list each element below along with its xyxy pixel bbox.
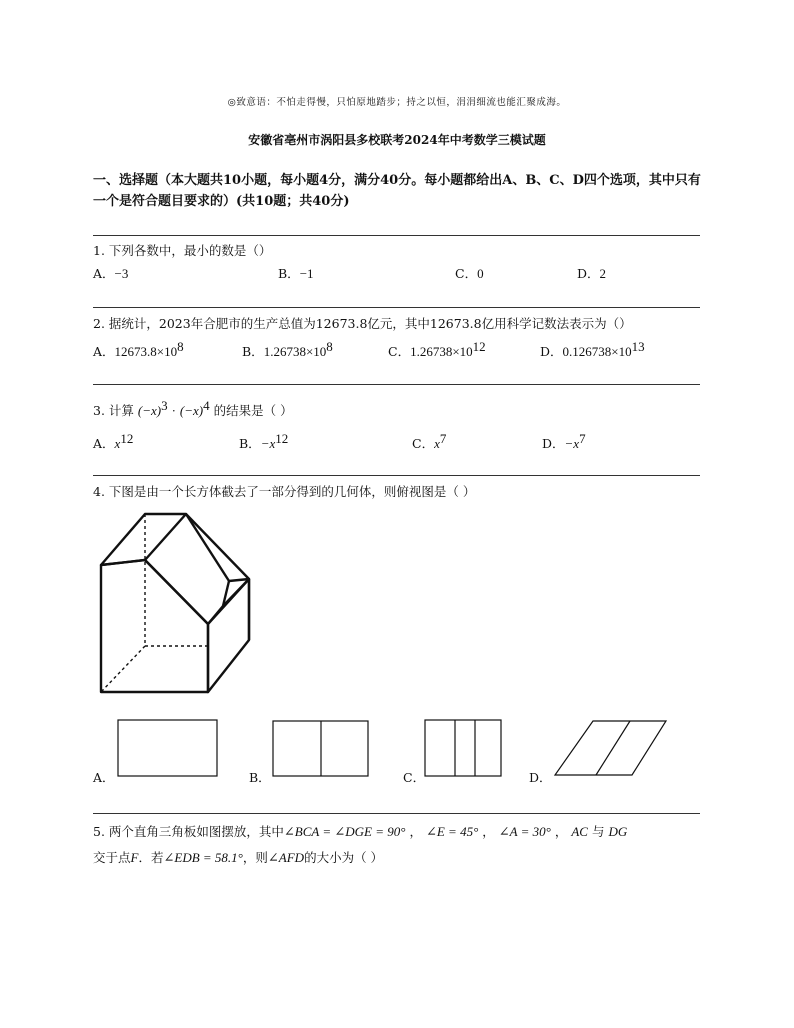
question-4-option-a-label[interactable]: A． bbox=[93, 770, 115, 785]
stem-text: 的结果是（ ） bbox=[213, 403, 293, 419]
segment: AC bbox=[571, 824, 588, 839]
option-exponent: 7 bbox=[579, 431, 586, 446]
section-heading: 一、选择题（本大题共10小题，每小题4分，满分40分。每小题都给出A、B、C、D四个选项，其中只有一个是符合题目要求的）(共10题；共40分) bbox=[93, 173, 701, 209]
option-value: 1.26738×10 bbox=[263, 344, 327, 360]
option-value: 2 bbox=[599, 266, 607, 281]
question-4-option-b-label[interactable]: B． bbox=[249, 770, 271, 785]
motto: ◎致意语：不怕走得慢，只怕原地踏步；持之以恒，涓涓细流也能汇聚成海。 bbox=[227, 97, 567, 108]
stem-text: 3. 计算 bbox=[93, 403, 134, 419]
option-value: −x bbox=[260, 436, 276, 452]
stem-text: 5. 两个直角三角板如图摆放，其中 bbox=[93, 824, 284, 839]
question-5-line-1 bbox=[93, 822, 627, 840]
option-value: −x bbox=[564, 436, 580, 452]
target-angle: ∠AFD bbox=[267, 850, 305, 865]
stem-text: ．若 bbox=[138, 850, 164, 865]
option-label: D． bbox=[542, 436, 565, 452]
option-label: C． bbox=[455, 266, 478, 281]
question-2-stem: 2. 据统计，2023年合肥市的生产总值为12673.8亿元，其中12673.8亿用科学记数法表示为（） bbox=[93, 316, 632, 331]
option-label: B． bbox=[278, 266, 300, 281]
option-exponent: 7 bbox=[439, 431, 447, 446]
option-label: A． bbox=[93, 266, 115, 281]
option-value: 12673.8×10 bbox=[114, 344, 178, 360]
stem-text: 的大小为（ ） bbox=[304, 850, 384, 865]
condition: ∠A = 30° bbox=[498, 824, 551, 839]
expression: (−x) bbox=[179, 403, 204, 419]
option-value: 0.126738×10 bbox=[562, 344, 632, 360]
page-title: 安徽省亳州市涡阳县多校联考2024年中考数学三模试题 bbox=[248, 133, 546, 147]
condition: ∠E = 45° bbox=[425, 824, 479, 839]
separator: ， bbox=[409, 824, 422, 839]
option-exponent: 12 bbox=[120, 431, 134, 446]
stem-text: 与 bbox=[591, 824, 605, 839]
divider bbox=[93, 813, 700, 814]
option-label: D． bbox=[540, 344, 563, 360]
exponent: 3 bbox=[161, 398, 168, 413]
option-exponent: 12 bbox=[472, 339, 486, 354]
option-value: −1 bbox=[299, 266, 314, 281]
option-exponent: 8 bbox=[177, 339, 184, 354]
question-4-option-d-label[interactable]: D． bbox=[529, 770, 552, 785]
stem-text: 交于点 bbox=[93, 850, 131, 865]
option-value: 0 bbox=[477, 266, 484, 281]
option-value: x bbox=[434, 436, 440, 452]
option-label: A． bbox=[93, 436, 115, 452]
option-value: −3 bbox=[114, 266, 129, 281]
option-exponent: 12 bbox=[275, 431, 289, 446]
option-label: A． bbox=[93, 344, 115, 360]
question-4-option-c-label[interactable]: C． bbox=[403, 770, 426, 785]
stem-text: ，则 bbox=[242, 850, 268, 865]
condition: ∠EDB = 58.1° bbox=[163, 850, 243, 865]
option-value: x bbox=[114, 436, 121, 452]
condition: ∠BCA = ∠DGE = 90° bbox=[283, 824, 406, 839]
separator: ， bbox=[482, 824, 495, 839]
separator: ， bbox=[554, 824, 568, 839]
exponent: 4 bbox=[203, 398, 210, 413]
question-5-line-2 bbox=[93, 848, 383, 866]
option-exponent: 13 bbox=[631, 339, 645, 354]
question-1-stem: 1. 下列各数中，最小的数是（） bbox=[93, 243, 272, 258]
option-label: D． bbox=[577, 266, 600, 281]
point: F bbox=[130, 850, 139, 865]
question-4-stem: 4. 下图是由一个长方体截去了一部分得到的几何体，则俯视图是（ ） bbox=[93, 484, 476, 499]
option-label: C． bbox=[388, 344, 411, 360]
operator: · bbox=[171, 403, 176, 419]
segment: DG bbox=[608, 824, 628, 839]
option-exponent: 8 bbox=[326, 339, 333, 354]
expression: (−x) bbox=[137, 403, 162, 419]
option-label: B． bbox=[239, 436, 261, 452]
option-label: B． bbox=[242, 344, 264, 360]
option-label: C． bbox=[412, 436, 435, 452]
option-value: 1.26738×10 bbox=[410, 344, 473, 360]
